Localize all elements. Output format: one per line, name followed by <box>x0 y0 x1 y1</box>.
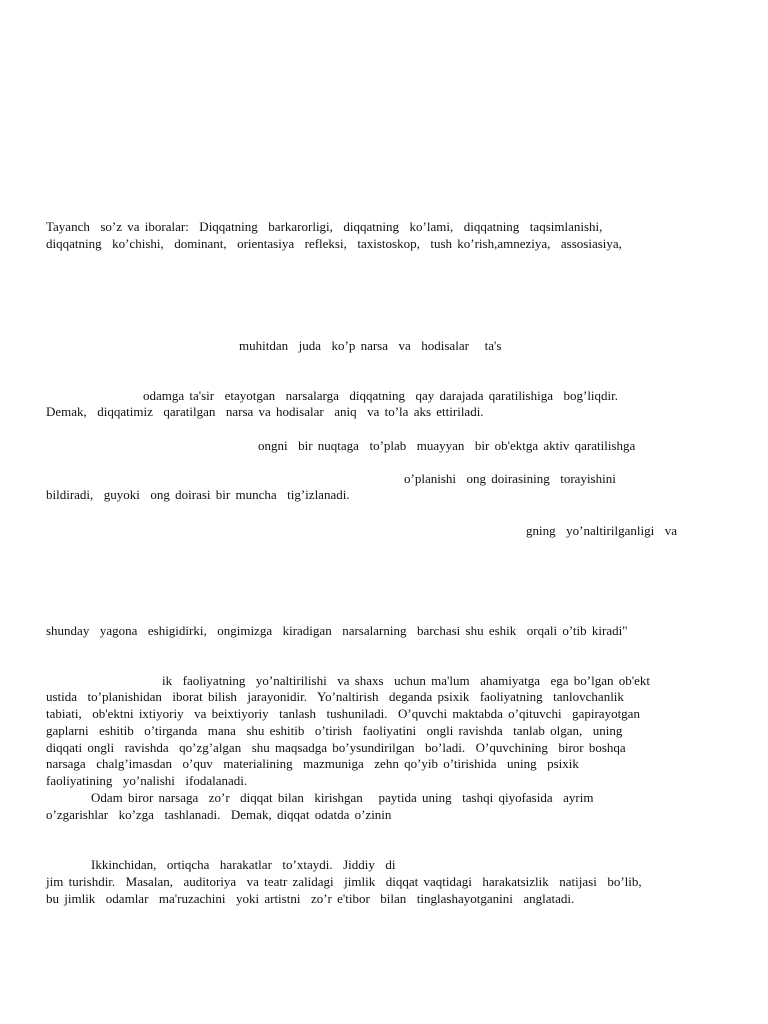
text-line: muhitdan juda ko’p narsa va hodisalar ta's <box>239 338 502 353</box>
paragraph-start-line: Odam biror narsaga zo’r diqqat bilan kirishgan paytida uning tashqi qiyofasida ayrim <box>91 790 594 805</box>
text-line: o’zgarishlar ko’zga tashlanadi. Demak, diqqat odatda o’zinin <box>46 807 392 822</box>
text-line: bu jimlik odamlar ma'ruzachini yoki artistni zo’r e'tibor bilan tinglashayotganini anglatadi. <box>46 891 575 906</box>
text-line: Demak, diqqatimiz qaratilgan narsa va hodisalar aniq va to’la aks ettiriladi. <box>46 404 484 419</box>
text-line: ongni bir nuqtaga to’plab muayyan bir ob'ektga aktiv qaratilishga <box>258 438 636 453</box>
paragraph-start-line: Ikkinchidan, ortiqcha harakatlar to’xtaydi. Jiddiy di <box>91 857 396 872</box>
keywords-line-2: diqqatning ko’chishi, dominant, orientasiya refleksi, taxistoskop, tush ko’rish,amneziya, assosiasiya, <box>46 236 622 251</box>
text-line: gning yo’naltirilganligi va <box>526 523 677 538</box>
text-line: shunday yagona eshigidirki, ongimizga kiradigan narsalarning barchasi shu eshik orqali o’tib kiradi" <box>46 623 628 638</box>
text-line: jim turishdir. Masalan, auditoriya va teatr zalidagi jimlik diqqat vaqtidagi harakatsizlik natijasi bo’lib, <box>46 874 642 889</box>
keywords-line-1: Tayanch so’z va iboralar: Diqqatning barkarorligi, diqqatning ko’lami, diqqatning taqsimlanishi, <box>46 219 603 234</box>
text-line: bildiradi, guyoki ong doirasi bir muncha tig’izlanadi. <box>46 487 350 502</box>
text-line: tabiati, ob'ektni ixtiyoriy va beixtiyoriy tanlash tushuniladi. O’quvchi maktabda o’qituvchi gapirayotgan <box>46 706 640 721</box>
text-line: ustida to’planishidan iborat bilish jarayonidir. Yo’naltirish deganda psixik faoliyatning tanlovchanlik <box>46 689 624 704</box>
text-line: o’planishi ong doirasining torayishini <box>404 471 616 486</box>
text-line: odamga ta'sir etayotgan narsalarga diqqatning qay darajada qaratilishiga bog’liqdir. <box>143 388 619 403</box>
text-line: ik faoliyatning yo’naltirilishi va shaxs uchun ma'lum ahamiyatga ega bo’lgan ob'ekt <box>162 673 650 688</box>
text-line: faoliyatining yo’nalishi ifodalanadi. <box>46 773 248 788</box>
text-line: gaplarni eshitib o’tirganda mana shu eshitib o’tirish faoliyatini ongli ravishda tanlab olgan, uning <box>46 723 623 738</box>
text-line: diqqati ongli ravishda qo’zg’algan shu maqsadga bo’ysundirilgan bo’ladi. O’quvchining biror boshqa <box>46 740 626 755</box>
text-line: narsaga chalg’imasdan o’quv materialining mazmuniga zehn qo’yib o’tirishida uning psixik <box>46 756 579 771</box>
